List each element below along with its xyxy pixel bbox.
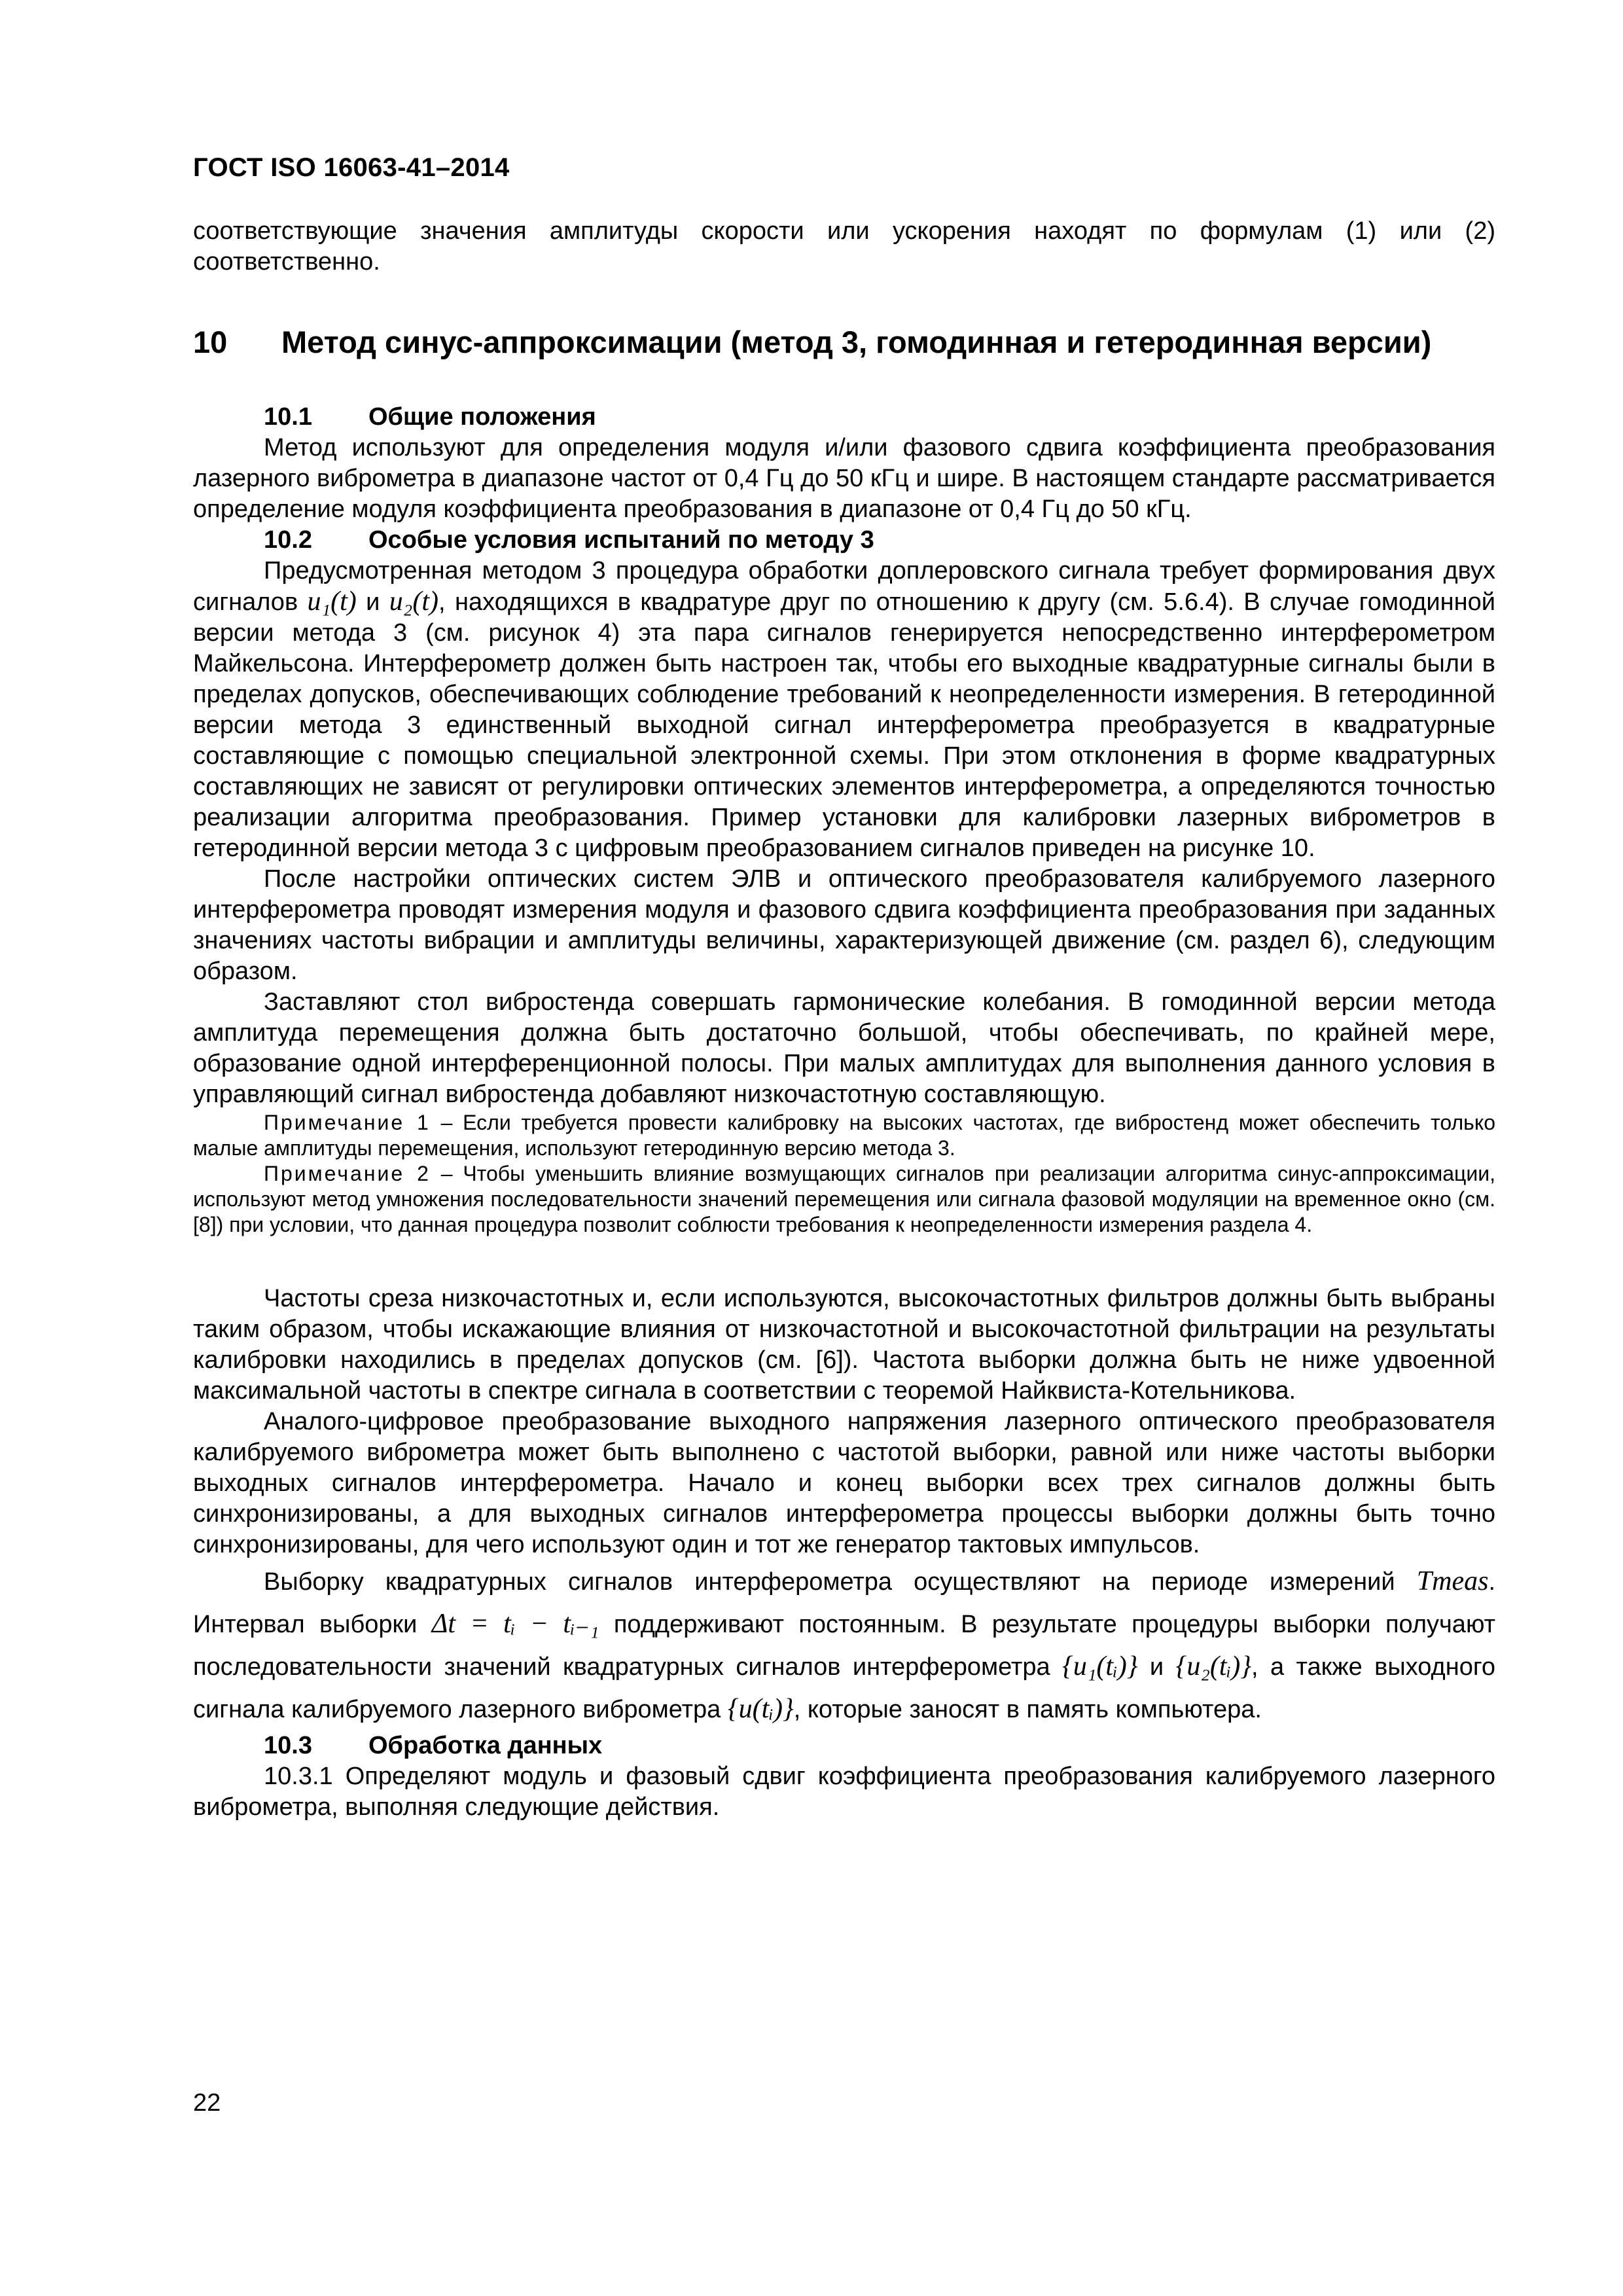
- section-heading: [193, 323, 1495, 361]
- note-1: [193, 1110, 1495, 1161]
- subsection-heading-10-3: [193, 1731, 1495, 1761]
- paragraph-adc: Аналого-цифровое преобразование выходного напряжения лазерного оптического преобразователя калибруемого виброметра может быть выполнено с частотой выборки, равной или ниже частоты выборки выходных сигналов интерферометра. Начало и конец выборки всех трех сигналов должны быть синхронизированы, а для выходных сигналов интерферометра процессы выборки должны быть точно синхронизированы, для чего используют один и тот же генератор тактовых импульсов.: [193, 1408, 1495, 1558]
- text-run: и: [1149, 1653, 1164, 1681]
- paragraph-quadrature-signals: [193, 556, 1495, 864]
- paragraph-10-3-1: 10.3.1 Определяют модуль и фазовый сдвиг коэффициента преобразования калибруемого лазерного виброметра, выполняя следующие действия.: [193, 1763, 1495, 1821]
- subsection-number: 10.3: [264, 1732, 312, 1759]
- section-title: Метод синус-аппроксимации (метод 3, гомодинная и гетеродинная версии): [281, 325, 1432, 359]
- note-text: – Если требуется провести калибровку на высоких частотах, где вибростенд может обеспечить только малые амплитуды перемещения, используют гетеродинную версию метода 3.: [193, 1111, 1496, 1160]
- formula-u2: u₂(t): [389, 586, 439, 617]
- section-number: 10: [193, 325, 228, 359]
- note-label: Примечание 2: [264, 1162, 431, 1185]
- subsection-number: 10.1: [264, 403, 312, 431]
- text-run: и: [366, 588, 380, 616]
- subsection-number: 10.2: [264, 526, 312, 554]
- subsection-title: Обработка данных: [368, 1732, 603, 1759]
- page-number: 22: [193, 2089, 221, 2117]
- note-label: Примечание 1: [264, 1111, 431, 1134]
- text-run: Предусмотренная методом 3 процедура обработки доплеровского сигнала требует формирования двух сигналов: [193, 557, 1495, 616]
- text-run: , которые заносят в память компьютера.: [793, 1696, 1262, 1723]
- paragraph-filters: Частоты среза низкочастотных и, если используются, высокочастотных фильтров должны быть выбраны таким образом, чтобы искажающие влияния от низкочастотной и высокочастотной фильтрации на результаты калибровки находились в пределах допусков (см. [6]). Частота выборки должна быть не ниже удвоенной максимальной частоты в спектре сигнала в соответствии с теоремой Найквиста-Котельникова.: [193, 1285, 1495, 1405]
- text-run: поддерживают постоянным. В результате процедуры выборки получают последовательности значений квадратурных сигналов интерферометра: [193, 1611, 1496, 1681]
- intro-paragraph: соответствующие значения амплитуды скорости или ускорения находят по формулам (1) или (2) соответственно.: [193, 217, 1495, 276]
- subsection-heading-10-1: [193, 402, 1495, 433]
- note-2: [193, 1161, 1495, 1238]
- formula-u1: u₁(t): [307, 586, 357, 617]
- paragraph-10-1: Метод используют для определения модуля и/или фазового сдвига коэффициента преобразования лазерного виброметра в диапазоне частот от 0,4 Гц до 50 кГц и шире. В настоящем стандарте рассматривается определение модуля коэффициента преобразования в диапазоне от 0,4 Гц до 50 кГц.: [193, 434, 1495, 523]
- paragraph-vibration: Заставляют стол вибростенда совершать гармонические колебания. В гомодинной версии метода амплитуда перемещения должна быть достаточно большой, чтобы обеспечивать, по крайней мере, образование одной интерференционной полосы. При малых амплитудах для выполнения данного условия в управляющий сигнал вибростенда добавляют низкочастотную составляющую.: [193, 988, 1495, 1108]
- formula-seq-u2: {u₂(tᵢ)}: [1175, 1651, 1252, 1681]
- note-text: – Чтобы уменьшить влияние возмущающих сигналов при реализации алгоритма синус-аппроксимации, используют метод умножения последовательности значений перемещения или сигнала фазовой модуляции на временное окно (см. [8]) при условии, что данная процедура позволит соблюсти требования к неопределенности измерения раздела 4.: [193, 1162, 1495, 1236]
- subsection-title: Общие положения: [368, 403, 596, 431]
- text-run: , а также выходного сигнала калибруемого лазерного виброметра: [193, 1653, 1495, 1723]
- paragraph-setup: После настройки оптических систем ЭЛВ и оптического преобразователя калибруемого лазерного интерферометра проводят измерения модуля и фазового сдвига коэффициента преобразования при заданных значениях частоты вибрации и амплитуды величины, характеризующей движение (см. раздел 6), следующим образом.: [193, 865, 1495, 985]
- page-header: ГОСТ ISO 16063-41–2014: [193, 153, 510, 182]
- formula-seq-u1: {u₁(tᵢ)}: [1062, 1651, 1138, 1681]
- formula-seq-u: {u(tᵢ)}: [727, 1694, 794, 1724]
- formula-tmeas: Tmeas: [1416, 1566, 1489, 1596]
- subsection-heading-10-2: [193, 525, 1495, 556]
- formula-delta-t: Δt = tᵢ − tᵢ₋₁: [431, 1609, 599, 1639]
- page-content: [193, 216, 1495, 1823]
- text-run: , находящихся в квадратуре друг по отношению к другу (см. 5.6.4). В случае гомодинной версии метода 3 (см. рисунок 4) эта пара сигналов генерируется непосредственно интерферометром Майкельсона. Интерферометр должен быть настроен так, чтобы его выходные квадратурные сигналы были в пределах допусков, обеспечивающих соблюдение требований к неопределенности измерения. В гетеродинной версии метода 3 единственный выходной сигнал интерферометра преобразуется в квадратурные составляющие с помощью специальной электронной схемы. При этом отклонения в форме квадратурных составляющих не зависят от регулировки оптических элементов интерферометра, а определяются точностью реализации алгоритма преобразования. Пример установки для калибровки лазерных виброметров в гетеродинной версии метода 3 с цифровым преобразованием сигналов приведен на рисунке 10.: [193, 588, 1495, 862]
- text-run: Выборку квадратурных сигналов интерферометра осуществляют на периоде измерений: [264, 1568, 1395, 1596]
- text-run: . Интервал выборки: [193, 1568, 1495, 1638]
- spacer: [193, 1238, 1495, 1283]
- subsection-title: Особые условия испытаний по методу 3: [368, 526, 874, 554]
- paragraph-sampling: [193, 1560, 1495, 1731]
